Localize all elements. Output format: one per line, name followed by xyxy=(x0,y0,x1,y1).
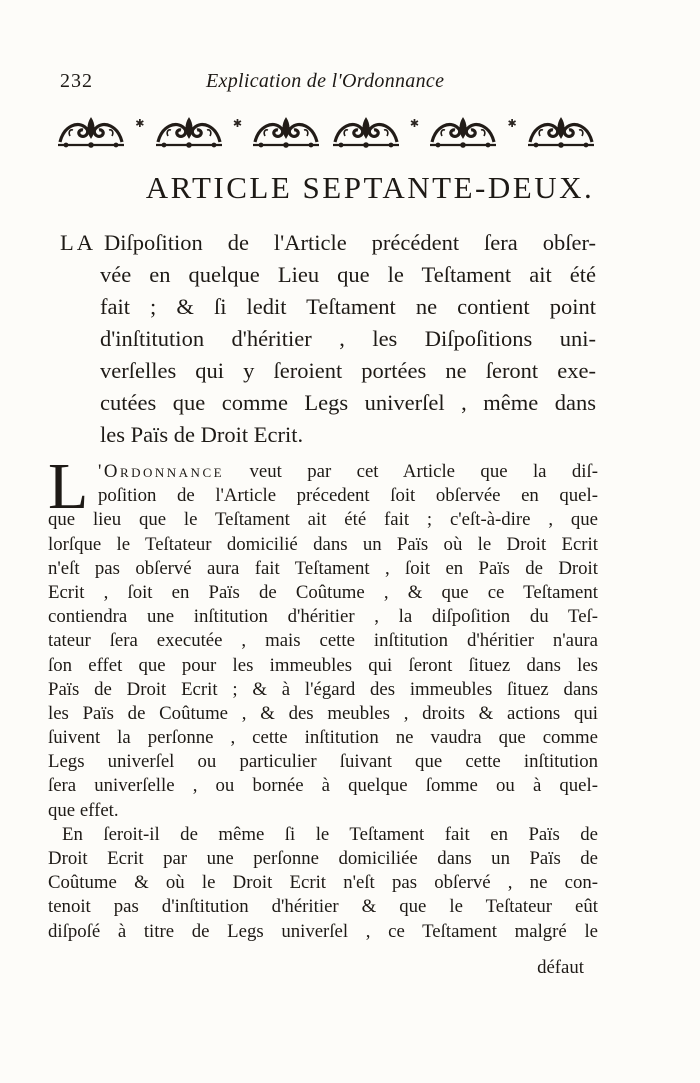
ordinance-text xyxy=(60,227,596,451)
scroll-fleuron-icon xyxy=(251,112,321,150)
commentary-line: les Païs de Coûtume , & des meubles , droits & actions qui xyxy=(48,702,598,724)
commentary-line: ſuivent la perſonne , cette inſtitution ne vaudra que comme xyxy=(48,727,598,749)
commentary-line: ſera univerſelle , ou bornée à quelque ſomme ou à quel- xyxy=(48,775,598,797)
commentary-line: Ecrit , ſoit en Païs de Coûtume , & que ce Teſtament xyxy=(48,581,598,603)
ordinance-line: cutées que comme Legs univerſel , même dans xyxy=(100,390,596,415)
commentary-line: En ſeroit-il de même ſi le Teſtament fait en Païs de xyxy=(62,823,598,845)
ordinance-line-text: Diſpoſition de l'Article précédent ſera obſer- xyxy=(104,230,596,255)
ordinance-line: vée en quelque Lieu que le Teſtament ait été xyxy=(100,262,596,287)
commentary-line: poſition de l'Article précedent ſoit obſervée en quel- xyxy=(98,485,598,507)
drop-cap: L xyxy=(48,450,89,523)
commentary-line: lorſque le Teſtateur domicilié dans un Païs où le Droit Ecrit xyxy=(48,533,598,555)
commentary-line: Coûtume & où le Droit Ecrit n'eſt pas obſervé , ne con- xyxy=(48,872,598,894)
commentary-line: diſpoſé à titre de Legs univerſel , ce Teſtament malgré le xyxy=(48,920,598,942)
star-separator-icon: ✱ xyxy=(135,117,145,130)
opening-smallcaps: 'Ordonnance xyxy=(98,461,225,482)
running-head xyxy=(60,70,600,98)
page-number: 232 xyxy=(60,70,93,92)
ordinance-line: fait ; & ſi ledit Teſtament ne contient point xyxy=(100,294,596,319)
star-separator-icon: ✱ xyxy=(232,117,243,130)
article-heading: ARTICLE SEPTANTE-DEUX. xyxy=(145,170,595,205)
ordinance-line: verſelles qui y ſeroient portées ne ſeront exe- xyxy=(100,358,596,383)
commentary-line: tenoit pas d'inſtitution d'héritier & que le Teſtateur eût xyxy=(48,896,598,918)
ordinance-line xyxy=(60,227,596,259)
scroll-fleuron-icon xyxy=(331,112,401,150)
star-separator-icon: ✱ xyxy=(409,117,420,130)
commentary-text xyxy=(48,450,598,944)
commentary-line: Droit Ecrit par une perſonne domiciliée dans un Païs de xyxy=(48,848,598,869)
commentary-line: Legs univerſel ou particulier ſuivant que cette inſtitution xyxy=(48,751,598,773)
commentary-line: tateur ſera executée , mais cette inſtitution d'héritier n'aura xyxy=(48,630,598,652)
commentary-line-text: veut par cet Article que la diſ- xyxy=(249,461,598,482)
star-separator-icon: ✱ xyxy=(507,117,517,130)
ordinance-lead: LA xyxy=(60,230,96,255)
commentary-line: ſon effet que pour les immeubles qui ſeront ſituez dans les xyxy=(48,654,598,676)
scroll-fleuron-icon xyxy=(154,112,224,150)
scroll-fleuron-icon xyxy=(526,112,596,150)
ornament-band xyxy=(56,110,596,152)
catchword: défaut xyxy=(537,957,584,978)
scroll-fleuron-icon xyxy=(56,112,126,150)
ordinance-line: d'inſtitution d'héritier , les Diſpoſitions uni- xyxy=(100,326,596,351)
commentary-line: que lieu que le Teſtament ait été fait ; c'eſt-à-dire , que xyxy=(48,509,598,531)
commentary-line: que effet. xyxy=(48,799,119,821)
commentary-line: contiendra une inſtitution d'héritier , la diſpoſition du Teſ- xyxy=(48,606,598,628)
running-title: Explication de l'Ordonnance xyxy=(206,70,445,92)
commentary-line xyxy=(48,460,598,484)
commentary-line: Païs de Droit Ecrit ; & à l'égard des immeubles ſituez dans xyxy=(48,678,598,700)
commentary-line: n'eſt pas obſervé aura fait Teſtament , ſoit en Païs de Droit xyxy=(48,557,598,579)
ordinance-line: les Païs de Droit Ecrit. xyxy=(100,422,304,447)
scroll-fleuron-icon xyxy=(428,112,498,150)
